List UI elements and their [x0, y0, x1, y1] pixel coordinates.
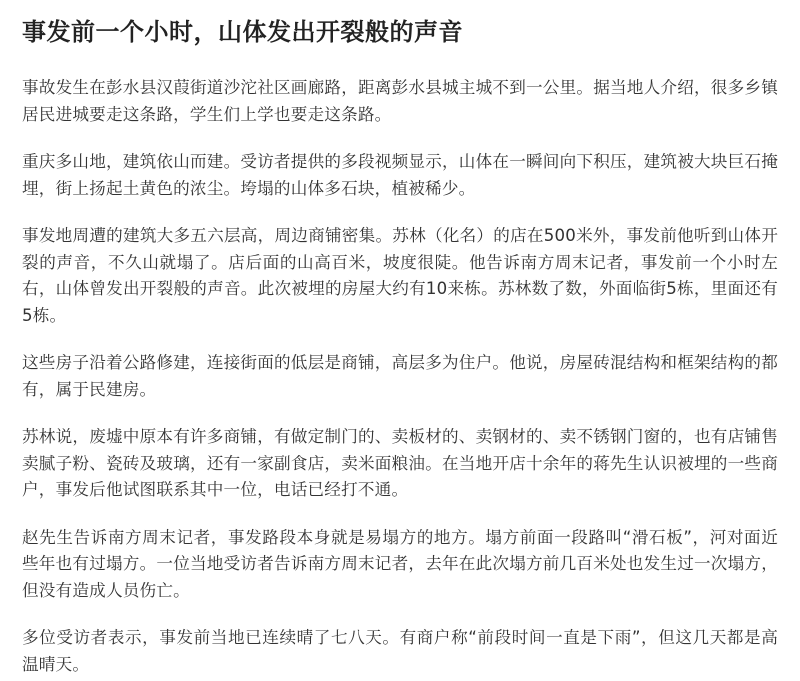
paragraph-terrain: 重庆多山地，建筑依山而建。受访者提供的多段视频显示，山体在一瞬间向下积压，建筑被大块巨石掩埋，街上扬起土黄色的浓尘。垮塌的山体多石块，植被稀少。 — [22, 152, 778, 198]
article-body — [22, 75, 778, 678]
paragraph-weather: 多位受访者表示，事发前当地已连续晴了七八天。有商户称“前段时间一直是下雨”，但这几天都是高温晴天。 — [22, 628, 778, 674]
paragraph-shops: 苏林说，废墟中原本有许多商铺，有做定制门的、卖板材的、卖钢材的、卖不锈钢门窗的，也有店铺售卖腻子粉、瓷砖及玻璃，还有一家副食店，卖米面粮油。在当地开店十余年的蒋先生认识被埋的一些商户，事发后他试图联系其中一位，电话已经打不通。 — [22, 427, 778, 499]
paragraph-history: 赵先生告诉南方周末记者，事发路段本身就是易塌方的地方。塌方前面一段路叫“滑石板”，河对面近些年也有过塌方。一位当地受访者告诉南方周末记者，去年在此次塌方前几百米处也发生过一次塌方，但没有造成人员伤亡。 — [22, 527, 778, 600]
paragraph-location: 事故发生在彭水县汉葭街道沙沱社区画廊路，距离彭水县城主城不到一公里。据当地人介绍，很多乡镇居民进城要走这条路，学生们上学也要走这条路。 — [22, 78, 778, 124]
article-title: 事发前一个小时，山体发出开裂般的声音 — [22, 18, 463, 46]
paragraph-buildings: 这些房子沿着公路修建，连接街面的低层是商铺，高层多为住户。他说，房屋砖混结构和框架结构的都有，属于民建房。 — [22, 353, 778, 399]
paragraph-witness: 事发地周遭的建筑大多五六层高，周边商铺密集。苏林（化名）的店在500米外，事发前他听到山体开裂的声音，不久山就塌了。店后面的山高百米，坡度很陡。他告诉南方周末记者，事发前一个小时左右，山体曾发出开裂般的声音。此次被埋的房屋大约有10来栋。苏林数了数，外面临街5栋，里面还有5栋。 — [22, 226, 778, 325]
